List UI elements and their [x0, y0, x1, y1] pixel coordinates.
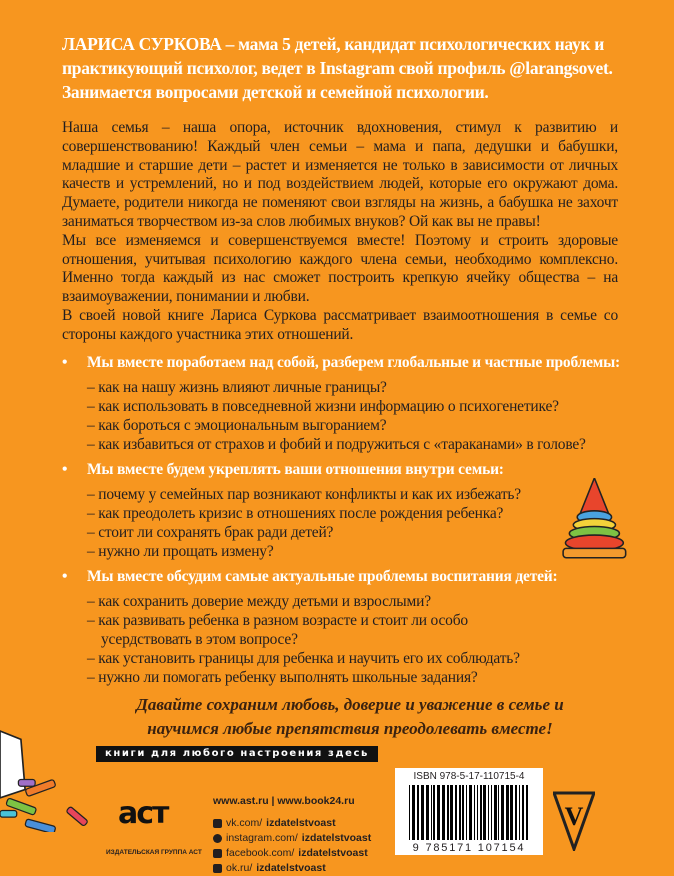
slogan: Давайте сохраним любовь, доверие и уважение в семье и научимся любые препятствия преодолевать вместе!: [136, 695, 564, 738]
paragraph: Мы все изменяемся и совершенствуемся вместе! Поэтому и строить здоровые отношения, учитывая психологию каждого члена семьи, необходимо комплексно. Именно тогда каждый из нас сможет построить крепкую ячейку общества – на взаимоуважении, понимании и любви.: [62, 231, 618, 306]
barcode-bar: [466, 785, 467, 840]
link-prefix: facebook.com/: [226, 847, 295, 859]
section-heading: Мы вместе поработаем над собой, разберем глобальные и частные проблемы:: [87, 353, 621, 371]
barcode-bar: [510, 785, 513, 840]
section-heading: Мы вместе будем укреплять ваши отношения внутри семьи:: [87, 460, 504, 478]
barcode-bar: [483, 785, 486, 840]
bullet-icon: •: [62, 567, 68, 585]
bullet-icon: •: [62, 460, 68, 478]
barcode-bar: [519, 785, 520, 840]
barcode-bar: [474, 785, 475, 840]
paragraph: В своей новой книге Лариса Суркова рассматривает взаимоотношения в семье со стороны каждого участника этих отношений.: [62, 306, 618, 343]
link-handle: izdatelstvoast: [256, 862, 326, 874]
section-self: [62, 354, 622, 455]
list-item: – как избавиться от страхов и фобий и подружиться с «тараканами» в голове?: [87, 435, 586, 453]
list-item: – стоит ли сохранять брак ради детей?: [87, 523, 334, 541]
tagline-banner: книги для любого настроения здесь: [96, 746, 378, 762]
barcode-bar: [442, 785, 445, 840]
barcode-bar: [469, 785, 472, 840]
barcode-bars: [409, 785, 531, 840]
age-rating-mark: [553, 791, 595, 851]
barcode-bar: [501, 785, 504, 840]
barcode-number: 9 785171 107154: [412, 842, 526, 854]
list-item: – нужно ли помогать ребенку выполнять школьные задания?: [87, 668, 478, 686]
vk-icon: [213, 819, 222, 828]
description: [62, 119, 618, 345]
instagram-icon: [213, 834, 222, 843]
publisher-name: ИЗДАТЕЛЬСКАЯ ГРУППА АСТ: [106, 849, 202, 856]
barcode-bar: [409, 785, 410, 840]
barcode-bar: [426, 785, 429, 840]
social-link[interactable]: [213, 816, 371, 831]
section-heading: Мы вместе обсудим самые актуальные проблемы воспитания детей:: [87, 567, 558, 585]
crayons-illustration: [0, 722, 92, 832]
list-item: – нужно ли прощать измену?: [87, 542, 274, 560]
section-children: [62, 568, 622, 688]
websites-link[interactable]: www.ast.ru | www.book24.ru: [213, 795, 355, 807]
barcode-bar: [433, 785, 435, 840]
section-family: [62, 461, 622, 562]
list-item: – почему у семейных пар возникают конфликты и как их избежать?: [87, 486, 521, 504]
barcode-bar: [431, 785, 432, 840]
isbn-text: ISBN 978-5-17-110715-4: [413, 771, 525, 782]
barcode-bar: [459, 785, 461, 840]
age-mark-letter: V: [564, 802, 584, 831]
logo-text: аст: [118, 796, 168, 831]
list-item: – как преодолеть кризис в отношениях после рождения ребенка?: [87, 505, 504, 523]
list-item: – как на нашу жизнь влияют личные границы?: [87, 379, 387, 397]
barcode-bar: [412, 785, 415, 840]
social-link[interactable]: [213, 861, 371, 876]
barcode-bar: [477, 785, 478, 840]
barcode-bar: [417, 785, 419, 840]
list-item: – как использовать в повседневной жизни информацию о психогенетике?: [87, 398, 559, 416]
barcode-bar: [455, 785, 457, 840]
social-link[interactable]: [213, 846, 371, 861]
isbn-barcode: [395, 768, 543, 855]
author-bio: ЛАРИСА СУРКОВА – мама 5 детей, кандидат психологических наук и практикующий психолог, ведет в Instagram свой профиль @larangsovet. Занимается вопросами детской и семейной психологии.: [62, 34, 613, 102]
list-item: – как сохранить доверие между детьми и взрослыми?: [87, 593, 431, 611]
barcode-bar: [506, 785, 509, 840]
barcode-bar: [450, 785, 453, 840]
bullet-icon: •: [62, 353, 68, 371]
contact-links: [213, 796, 371, 876]
barcode-bar: [515, 785, 517, 840]
barcode-bar: [526, 785, 528, 840]
link-handle: izdatelstvoast: [266, 817, 336, 829]
barcode-bar: [522, 785, 524, 840]
link-handle: izdatelstvoast: [301, 832, 372, 844]
barcode-bar: [498, 785, 499, 840]
social-link[interactable]: [213, 831, 371, 846]
main-column: [62, 32, 624, 687]
ast-logo: [118, 796, 167, 831]
paragraph: Наша семья – наша опора, источник вдохновения, стимул к развитию и совершенствованию! Каждый член семьи – мама и папа, дедушки и бабушки, младшие и старшие дети – растет и изменяется не только в зависимости от личных качеств и устремлений, но и под воздействием людей, которые его окружают дома. Думаете, родители никогда не поменяют свои взгляды на жизнь, а бабушка не захочт заниматься творчеством из-за слов любимых внуков? Ой как вы не правы!: [62, 119, 618, 230]
barcode-bar: [494, 785, 497, 840]
barcode-bar: [491, 785, 492, 840]
link-prefix: instagram.com/: [226, 832, 298, 844]
list-item: – как развивать ребенка в разном возрасте и стоит ли особо усердствовать в этом вопросе?: [87, 612, 468, 648]
list-item: – как бороться с эмоциональным выгоранием?: [87, 416, 387, 434]
barcode-bar: [462, 785, 464, 840]
toy-pyramid-illustration: [556, 478, 632, 564]
link-handle: izdatelstvoast: [298, 847, 368, 859]
facebook-icon: [213, 849, 222, 858]
barcode-bar: [421, 785, 424, 840]
link-prefix: ok.ru/: [226, 862, 253, 874]
link-prefix: vk.com/: [226, 817, 263, 829]
barcode-bar: [437, 785, 440, 840]
ok-icon: [213, 864, 222, 873]
barcode-bar: [480, 785, 482, 840]
list-item: – как установить границы для ребенка и научить его их соблюдать?: [87, 649, 520, 667]
barcode-bar: [488, 785, 489, 840]
barcode-bar: [447, 785, 449, 840]
